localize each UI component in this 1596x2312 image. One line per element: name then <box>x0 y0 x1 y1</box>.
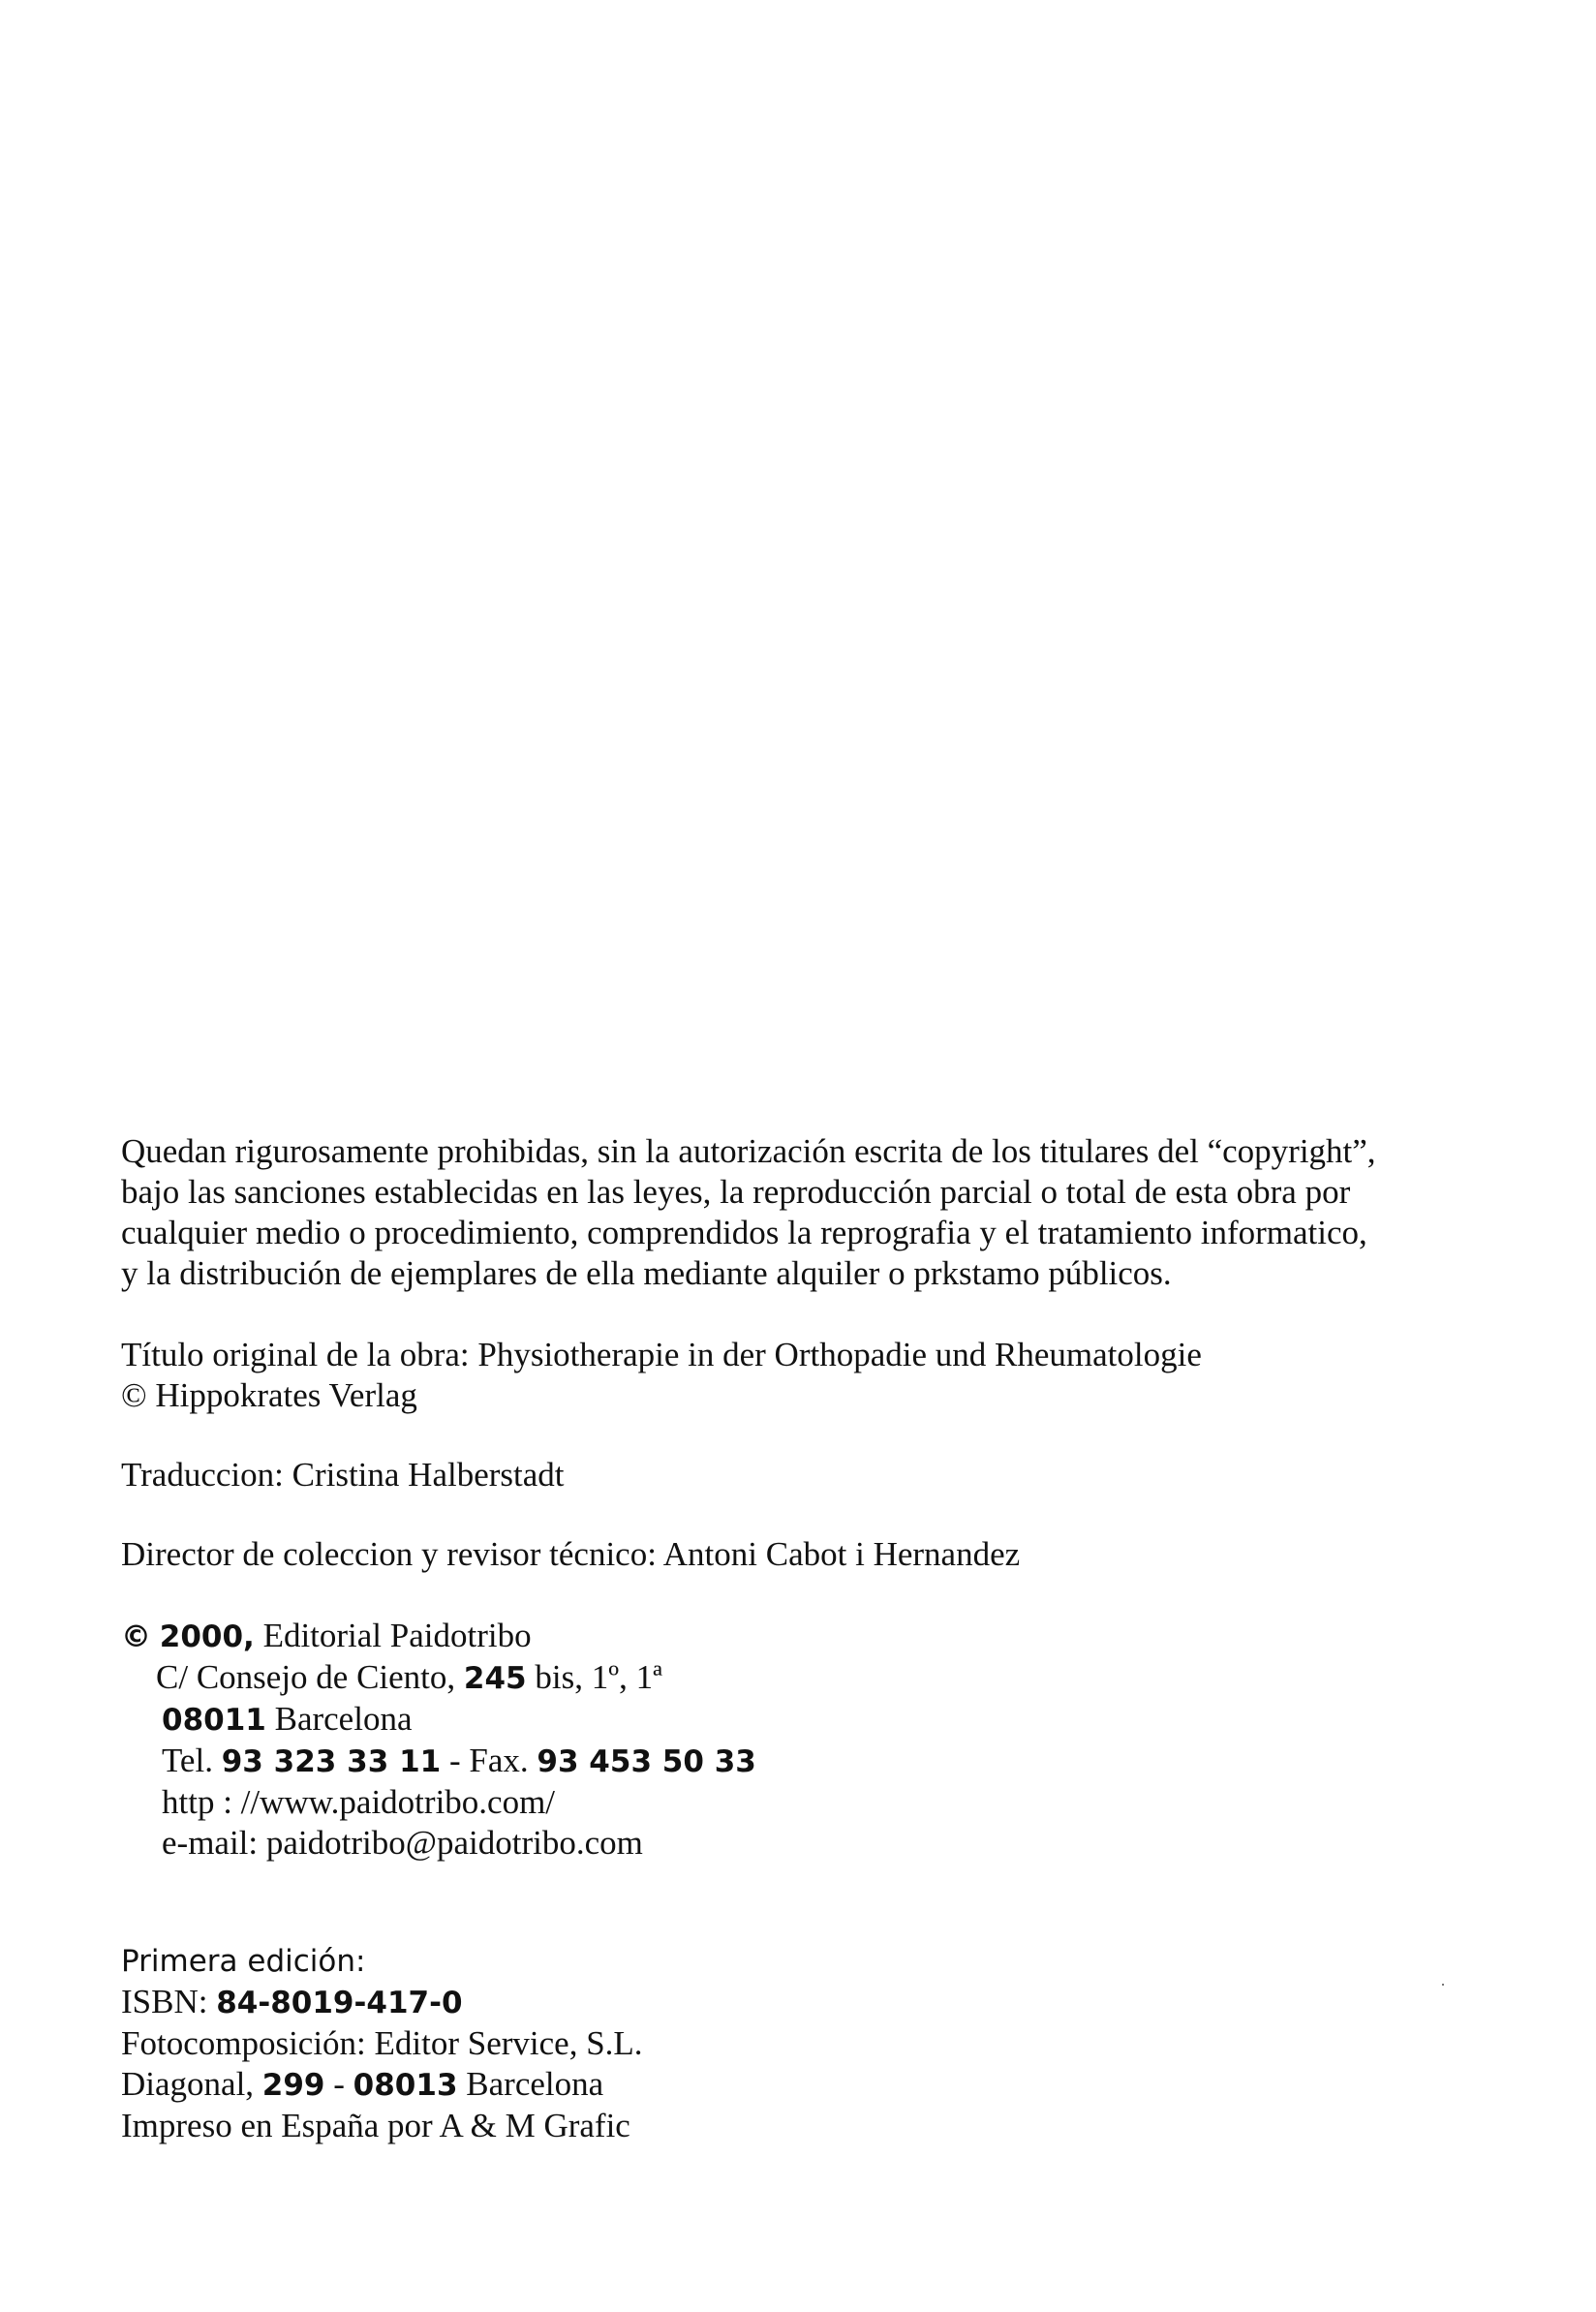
publisher-city-line <box>121 1699 1516 1741</box>
publisher-tel-label: Tel. <box>162 1742 213 1779</box>
scan-speck <box>1442 1984 1444 1986</box>
publisher-separator: - <box>448 1742 461 1779</box>
legal-notice-line-2: bajo las sanciones establecidas en las leyes, la reproducción parcial o total de esta obra por <box>121 1173 1351 1211</box>
typesetting-city: Barcelona <box>466 2065 604 2103</box>
publisher-street-number: 245 <box>463 1661 527 1696</box>
typesetting-address-prefix: Diagonal, <box>121 2065 255 2103</box>
publisher-name: Editorial Paidotribo <box>262 1617 532 1654</box>
typesetting-address-number: 299 <box>261 2068 325 2103</box>
legal-notice-line-1: Quedan rigurosamente prohibidas, sin la autorización escrita de los titulares del “copyright”, <box>121 1132 1376 1170</box>
publisher-tel: 93 323 33 11 <box>221 1744 442 1779</box>
typesetting-postal-code: 08013 <box>353 2068 458 2103</box>
first-edition-label: Primera edición: <box>121 1944 366 1979</box>
publisher-postal-code: 08011 <box>162 1703 266 1738</box>
original-title-block <box>121 1335 1516 1416</box>
isbn-value: 84-8019-417-0 <box>216 1986 463 2020</box>
original-title-value: Physiotherapie in der Orthopadie und Rheumatologie <box>477 1336 1202 1373</box>
legal-notice-line-3: cualquier medio o procedimiento, comprendidos la reprografia y el tratamiento informatico, <box>121 1214 1367 1251</box>
director-name: Antoni Cabot i Hernandez <box>662 1535 1021 1573</box>
director-label: Director de coleccion y revisor técnico: <box>121 1535 657 1573</box>
original-title-label: Título original de la obra: <box>121 1336 470 1373</box>
publisher-copyright-line <box>121 1616 1516 1657</box>
original-title-line <box>121 1335 1516 1375</box>
isbn-line <box>121 1982 1516 2023</box>
isbn-label: ISBN: <box>121 1983 208 2020</box>
publisher-email: e-mail: paidotribo@paidotribo.com <box>162 1824 643 1862</box>
original-copyright: © Hippokrates Verlag <box>121 1376 417 1414</box>
legal-notice <box>121 1131 1516 1294</box>
translation-line <box>121 1455 1516 1495</box>
translation-label: Traduccion: <box>121 1456 284 1494</box>
publisher-street-line <box>121 1657 1516 1699</box>
publisher-copyright-symbol: © <box>121 1619 151 1654</box>
translation-block <box>121 1455 1516 1495</box>
edition-block <box>121 1941 1516 2146</box>
printer-line: Impreso en España por A & M Grafic <box>121 2107 630 2144</box>
publisher-year: 2000, <box>159 1619 255 1654</box>
publisher-fax-label: Fax. <box>469 1742 529 1779</box>
typesetting-address-separator: - <box>333 2065 345 2103</box>
legal-notice-line-4: y la distribución de ejemplares de ella mediante alquiler o prkstamo públicos. <box>121 1254 1172 1292</box>
publisher-website: http : //www.paidotribo.com/ <box>162 1783 556 1821</box>
publisher-block <box>121 1616 1516 1864</box>
publisher-city: Barcelona <box>274 1700 413 1738</box>
publisher-fax: 93 453 50 33 <box>537 1744 756 1779</box>
typesetting-address-line <box>121 2064 1516 2106</box>
publisher-phone-line <box>121 1741 1516 1782</box>
director-block <box>121 1534 1516 1575</box>
typesetting-line: Fotocomposición: Editor Service, S.L. <box>121 2024 643 2062</box>
publisher-street-prefix: C/ Consejo de Ciento, <box>156 1658 456 1696</box>
publisher-street-suffix: bis, 1º, 1ª <box>535 1658 662 1696</box>
translator-name: Cristina Halberstadt <box>292 1456 565 1494</box>
director-line <box>121 1534 1516 1575</box>
